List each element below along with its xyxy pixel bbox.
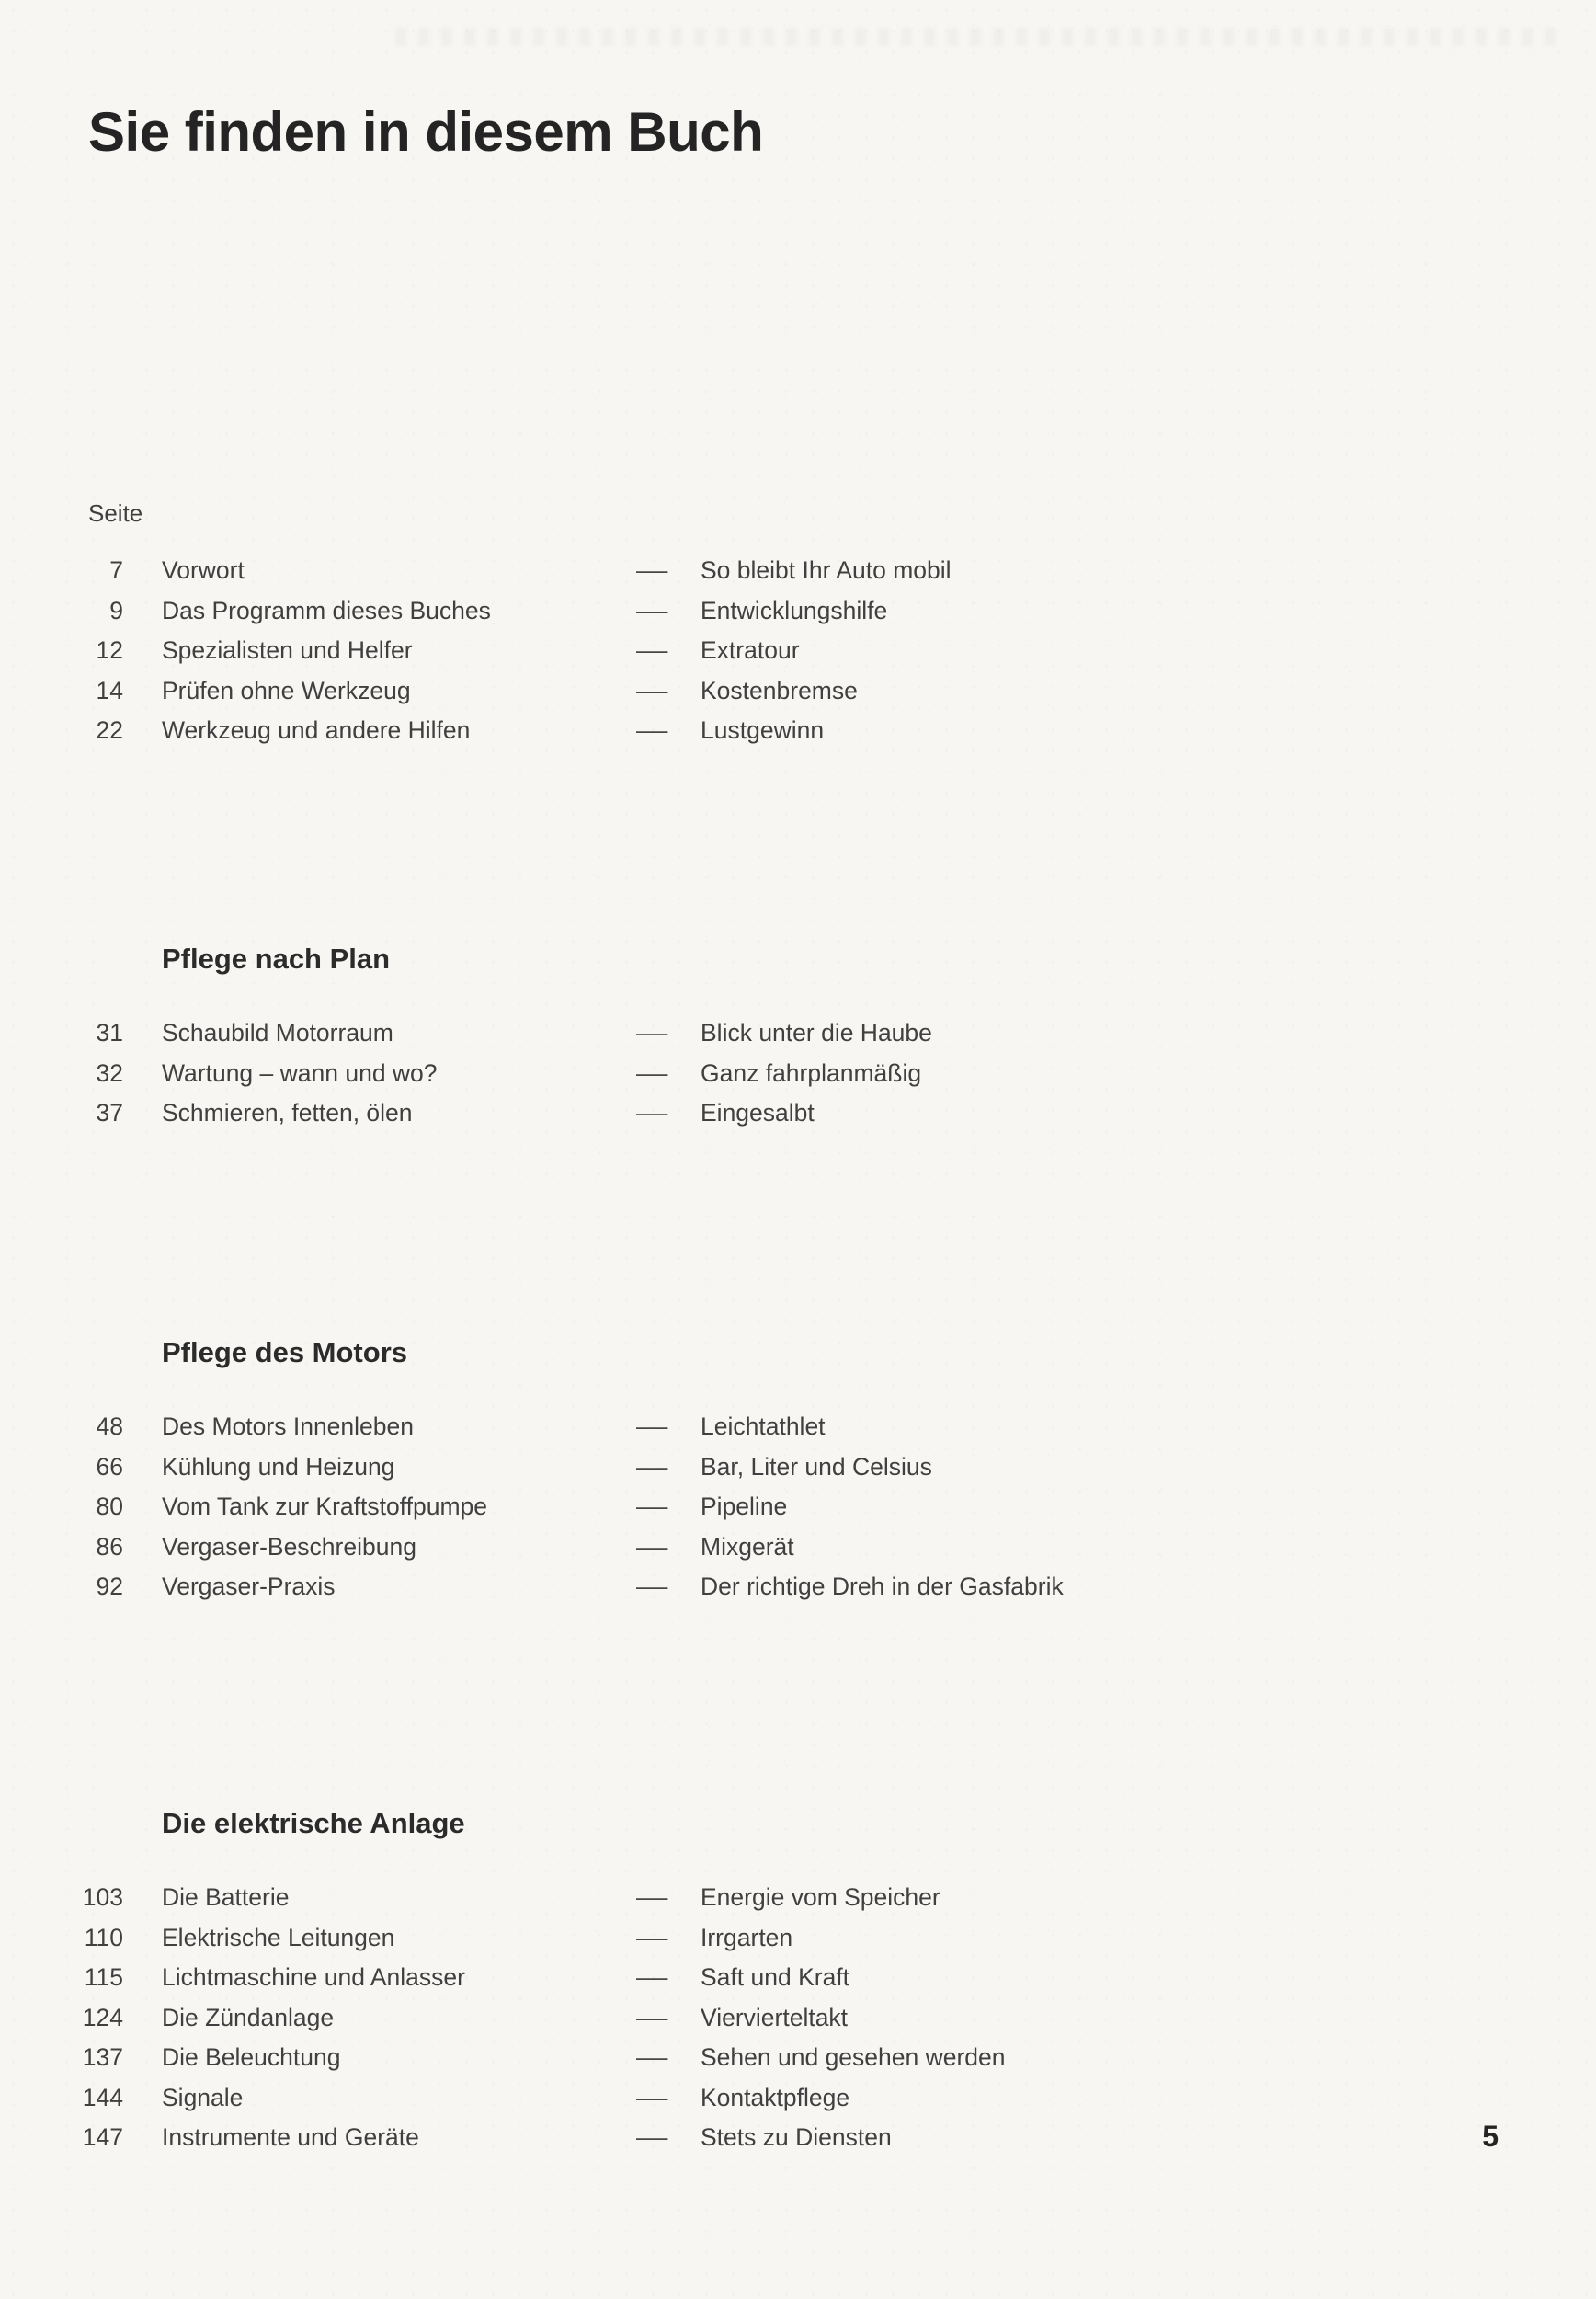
toc-row: [0, 1573, 1596, 1613]
toc-chapter-title: Die Batterie: [162, 1883, 290, 1911]
toc-page-ref: 115: [84, 1963, 123, 1991]
toc-chapter-title: Kühlung und Heizung: [162, 1452, 395, 1481]
toc-page-ref: 12: [96, 636, 123, 664]
toc-subtitle: Kontaktpflege: [701, 2083, 850, 2111]
toc-dash: —: [636, 636, 668, 664]
page-title: Sie finden in diesem Buch: [88, 101, 764, 163]
toc-chapter-title: Des Motors Innenleben: [162, 1413, 414, 1440]
toc-page-ref: 147: [82, 2123, 123, 2151]
toc-subtitle: Sehen und gesehen werden: [701, 2043, 1006, 2071]
toc-page-ref: 48: [96, 1413, 123, 1440]
toc-chapter-title: Lichtmaschine und Anlasser: [162, 1963, 465, 1991]
toc-chapter-title: Vom Tank zur Kraftstoffpumpe: [162, 1493, 488, 1520]
toc-page-ref: 66: [96, 1452, 123, 1481]
toc-page-ref: 37: [96, 1099, 123, 1127]
toc-subtitle: Extratour: [701, 636, 800, 664]
toc-page-ref: 22: [96, 716, 123, 744]
toc-page-ref: 110: [84, 1923, 123, 1951]
toc-chapter-title: Das Programm dieses Buches: [162, 596, 491, 624]
toc-page-ref: 32: [96, 1058, 123, 1087]
toc-row: [0, 1963, 1596, 2004]
toc-chapter-title: Die Zündanlage: [162, 2003, 335, 2031]
section-heading-elektrische-anlage: Die elektrische Anlage: [162, 1807, 465, 1839]
toc-dash: —: [636, 1883, 668, 1911]
toc-dash: —: [636, 1452, 668, 1481]
toc-chapter-title: Die Beleuchtung: [162, 2043, 341, 2071]
toc-dash: —: [636, 596, 668, 624]
toc-page-ref: 7: [109, 556, 123, 584]
toc-page-ref: 9: [109, 596, 123, 624]
toc-subtitle: Energie vom Speicher: [701, 1883, 940, 1911]
toc-row: [0, 1413, 1596, 1453]
toc-page-ref: 144: [82, 2083, 123, 2111]
toc-page-ref: 92: [96, 1573, 123, 1600]
toc-row: [0, 1533, 1596, 1573]
toc-dash: —: [636, 716, 668, 744]
toc-chapter-title: Signale: [162, 2083, 244, 2111]
toc-subtitle: Irrgarten: [701, 1923, 793, 1951]
toc-row: [0, 1453, 1596, 1493]
toc-row: [0, 2004, 1596, 2044]
toc-subtitle: Entwicklungshilfe: [701, 596, 888, 624]
toc-chapter-title: Prüfen ohne Werkzeug: [162, 676, 411, 704]
page-number: 5: [1482, 2120, 1499, 2153]
section-heading-pflege-des-motors: Pflege des Motors: [162, 1336, 407, 1368]
toc-subtitle: Viervierteltakt: [701, 2003, 849, 2031]
toc-page-ref: 80: [96, 1493, 123, 1520]
toc-row: [0, 1059, 1596, 1100]
toc-subtitle: Blick unter die Haube: [701, 1019, 932, 1047]
toc-row: [0, 2084, 1596, 2124]
toc-dash: —: [636, 556, 668, 584]
toc-page-ref: 137: [82, 2043, 123, 2071]
toc-dash: —: [636, 2043, 668, 2071]
toc-subtitle: Pipeline: [701, 1493, 788, 1520]
toc-row: [0, 2120, 1596, 2164]
toc-dash: —: [636, 1963, 668, 1991]
toc-page-ref: 124: [82, 2003, 123, 2031]
toc-chapter-title: Vergaser-Beschreibung: [162, 1532, 416, 1561]
toc-dash: —: [636, 1573, 668, 1600]
toc-subtitle: Kostenbremse: [701, 676, 858, 704]
toc-chapter-title: Vorwort: [162, 556, 245, 584]
toc-dash: —: [636, 1058, 668, 1087]
toc-row: [0, 556, 1596, 597]
toc-subtitle: Der richtige Dreh in der Gasfabrik: [701, 1573, 1064, 1600]
ink-bleed-through-artifact: [395, 28, 1563, 46]
toc-dash: —: [636, 2003, 668, 2031]
toc-row: [0, 677, 1596, 717]
toc-page-ref: 14: [96, 676, 123, 704]
toc-page-ref: 86: [96, 1532, 123, 1561]
toc-chapter-title: Schmieren, fetten, ölen: [162, 1099, 413, 1127]
toc-row: [0, 597, 1596, 637]
toc-chapter-title: Vergaser-Praxis: [162, 1573, 336, 1600]
toc-section-pflege-des-motors: [0, 1413, 1596, 1613]
toc-chapter-title: Spezialisten und Helfer: [162, 636, 413, 664]
toc-dash: —: [636, 1099, 668, 1127]
toc-subtitle: Ganz fahrplanmäßig: [701, 1058, 922, 1087]
toc-chapter-title: Werkzeug und andere Hilfen: [162, 716, 471, 744]
toc-section-pflege-nach-plan: [0, 1019, 1596, 1139]
toc-subtitle: Bar, Liter und Celsius: [701, 1452, 932, 1481]
toc-subtitle: Leichtathlet: [701, 1413, 826, 1440]
toc-chapter-title: Elektrische Leitungen: [162, 1923, 395, 1951]
toc-dash: —: [636, 676, 668, 704]
toc-dash: —: [636, 1493, 668, 1520]
toc-subtitle: Stets zu Diensten: [701, 2123, 892, 2151]
toc-subtitle: Mixgerät: [701, 1532, 794, 1561]
toc-section-intro: [0, 556, 1596, 757]
toc-section-elektrische-anlage: [0, 1883, 1596, 2164]
toc-row: [0, 1924, 1596, 1964]
toc-row: [0, 636, 1596, 677]
section-heading-pflege-nach-plan: Pflege nach Plan: [162, 943, 391, 975]
column-header-seite: Seite: [88, 499, 143, 527]
toc-row: [0, 716, 1596, 757]
toc-row: [0, 2043, 1596, 2084]
toc-subtitle: Lustgewinn: [701, 716, 825, 744]
toc-dash: —: [636, 1019, 668, 1047]
toc-chapter-title: Schaubild Motorraum: [162, 1019, 393, 1047]
toc-chapter-title: Instrumente und Geräte: [162, 2123, 419, 2151]
toc-row: [0, 1019, 1596, 1059]
toc-row: [0, 1493, 1596, 1533]
toc-dash: —: [636, 1532, 668, 1561]
toc-row: [0, 1099, 1596, 1139]
toc-subtitle: Eingesalbt: [701, 1099, 815, 1127]
toc-chapter-title: Wartung – wann und wo?: [162, 1058, 438, 1087]
toc-page-ref: 31: [96, 1019, 123, 1047]
toc-row: [0, 1883, 1596, 1924]
toc-dash: —: [636, 1923, 668, 1951]
toc-subtitle: Saft und Kraft: [701, 1963, 850, 1991]
toc-dash: —: [636, 2123, 668, 2151]
toc-subtitle: So bleibt Ihr Auto mobil: [701, 556, 952, 584]
toc-dash: —: [636, 2083, 668, 2111]
toc-dash: —: [636, 1413, 668, 1440]
toc-page-ref: 103: [82, 1883, 123, 1911]
